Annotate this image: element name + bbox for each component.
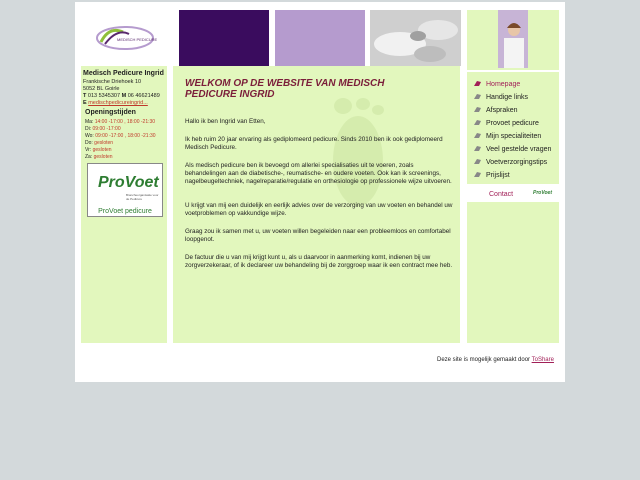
nav-item-voetverzorgingstips[interactable]: Voetverzorgingstips xyxy=(473,158,547,166)
foot-icon xyxy=(473,106,482,113)
hours-title: Openingstijden xyxy=(85,109,136,116)
foot-icon xyxy=(473,171,482,178)
hours-row: Wo: 09:00 -17:00 , 18:00 -21:30 xyxy=(85,133,156,139)
right-lower-panel xyxy=(467,202,559,343)
nav-item-specialiteiten[interactable]: Mijn specialiteiten xyxy=(473,132,541,140)
content-paragraph: De factuur die u van mij krijgt kunt u, als u daarvoor in aanmerking komt, indienen bij uw zorgverzekeraar, of ik declareer uw behandeling bij de zorggroep waar ik een contract mee heb. xyxy=(185,254,453,269)
header-block-dark xyxy=(179,10,269,66)
foot-icon xyxy=(473,132,482,139)
nav-item-faq[interactable]: Veel gestelde vragen xyxy=(473,145,551,153)
nav-item-handige-links[interactable]: Handige links xyxy=(473,93,528,101)
nav-item-afspraken[interactable]: Afspraken xyxy=(473,106,518,114)
footer-credit: Deze site is mogelijk gemaakt door ToShare xyxy=(437,357,554,363)
content-paragraph: Graag zou ik samen met u, uw voeten willen begeleiden naar een probleemloos en comfortabel loopgenot. xyxy=(185,228,451,243)
hours-row: Ma: 14:00 -17:00 , 18:00 -21:30 xyxy=(85,119,156,125)
hours-row: Za: gesloten xyxy=(85,154,113,160)
hours-row: Vr: gesloten xyxy=(85,147,112,153)
foot-icon xyxy=(473,93,482,100)
foot-icon xyxy=(473,119,482,126)
header-photo-feet xyxy=(370,10,461,66)
header-block-light xyxy=(275,10,365,66)
page-title: WELKOM OP DE WEBSITE VAN MEDISCH PEDICURE INGRID xyxy=(185,78,385,100)
email-line: E medischpedicureingrid... xyxy=(83,100,148,106)
content-paragraph: U krijgt van mij een duidelijk en eerlijk advies over de verzorging van uw voeten en behandel uw voetproblemen op vakkundige wijze. xyxy=(185,202,453,217)
provoet-banner[interactable] xyxy=(87,163,163,217)
business-name: Medisch Pedicure Ingrid xyxy=(83,70,164,77)
provoet-small-logo[interactable]: ProVoet xyxy=(533,190,552,196)
hours-row: Do: gesloten xyxy=(85,140,114,146)
address-city: 5052 BL Goirle xyxy=(83,86,120,92)
hours-row: Di: 09:00 -17:00 xyxy=(85,126,121,132)
nav-item-prijslijst[interactable]: Prijslijst xyxy=(473,171,510,179)
intro-paragraph: Hallo ik ben Ingrid van Etten, xyxy=(185,118,266,125)
provoet-logo-text: ProVoet xyxy=(98,174,159,191)
pedicurist-photo xyxy=(498,10,528,68)
foot-icon xyxy=(473,80,482,87)
nav-item-provoet[interactable]: Provoet pedicure xyxy=(473,119,539,127)
phone-line: T 013 5345307 M 06 46621489 xyxy=(83,93,160,99)
page-container xyxy=(75,2,565,382)
content-paragraph: Ik heb ruim 20 jaar ervaring als gediplomeerd pedicure. Sinds 2010 ben ik ook gediplomeerd Medisch Pedicure. xyxy=(185,136,443,151)
provoet-caption: ProVoet pedicure xyxy=(98,208,152,215)
logo-text: MEDISCH PEDICURE xyxy=(117,37,158,42)
email-link[interactable]: medischpedicureingrid... xyxy=(88,100,148,106)
nav-panel xyxy=(467,72,559,184)
nav-item-homepage[interactable]: Homepage xyxy=(473,80,520,88)
provoet-subtitle: Brancheorganisatie voor de Pedicure xyxy=(126,193,159,201)
address-street: Frankische Driehoek 10 xyxy=(83,79,142,85)
content-paragraph: Als medisch pedicure ben ik bevoegd om allerlei specialisaties uit te voeren, zoals behandelingen aan de diabetische-, reumatische- en oudere voeten. Ook kan ik screenings, nagelbeugeltechniek, nagelreparatie/regulatie en orthesiologie op professionele wijze uitvoeren. xyxy=(185,162,452,185)
site-logo[interactable] xyxy=(95,22,158,54)
toshare-link[interactable]: ToShare xyxy=(531,357,554,363)
contact-link[interactable]: Contact xyxy=(489,191,514,198)
foot-icon xyxy=(473,145,482,152)
foot-icon xyxy=(473,158,482,165)
